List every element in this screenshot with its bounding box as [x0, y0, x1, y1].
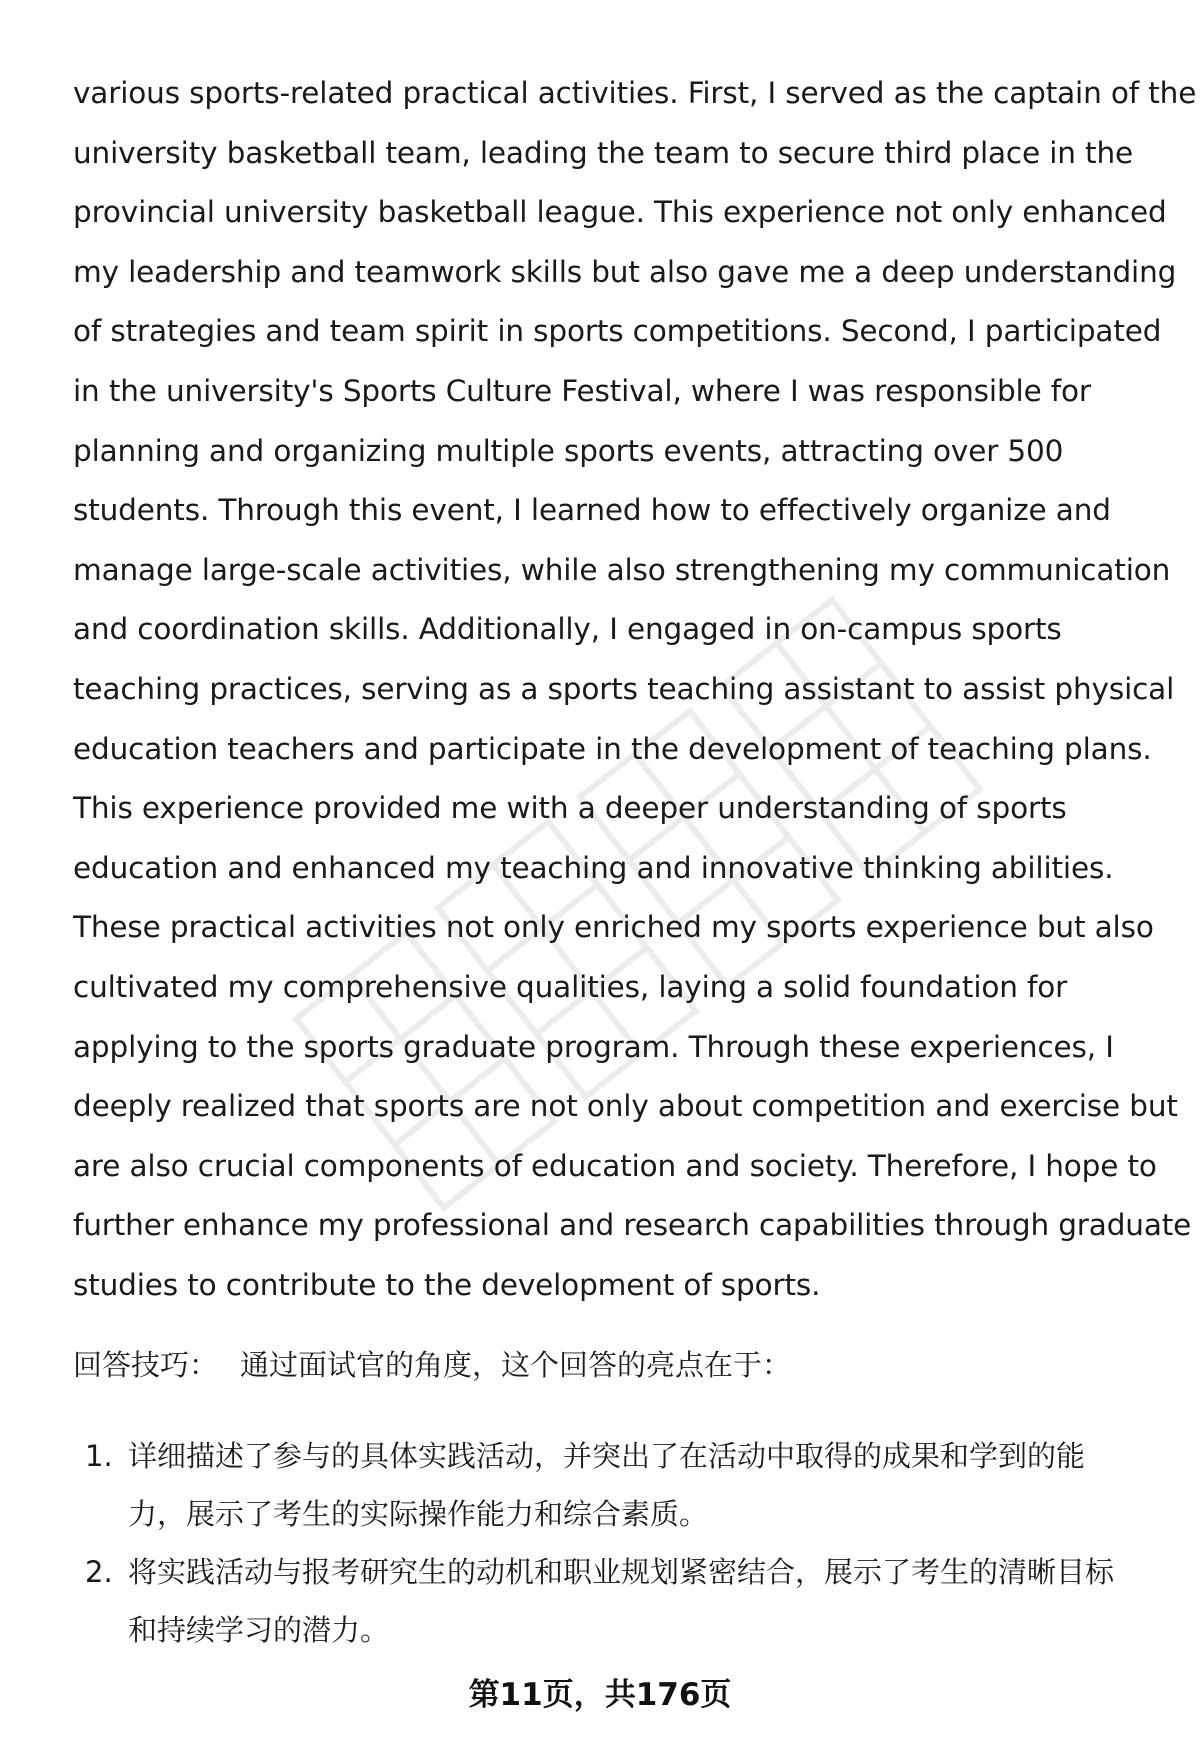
list-item-line: 将实践活动与报考研究生的动机和职业规划紧密结合，展示了考生的清晰目标	[128, 1555, 1115, 1589]
list-item-line: 力，展示了考生的实际操作能力和综合素质。	[128, 1497, 709, 1531]
body-line: applying to the sports graduate program. Through these experiences, I	[73, 1029, 1114, 1064]
body-line: education teachers and participate in the development of teaching plans.	[73, 731, 1152, 766]
body-line: university basketball team, leading the team to secure third place in the	[73, 135, 1133, 170]
body-line: and coordination skills. Additionally, I engaged in on-campus sports	[73, 612, 1062, 647]
body-line: further enhance my professional and research capabilities through graduate	[73, 1208, 1192, 1243]
list-item-line: 详细描述了参与的具体实践活动，并突出了在活动中取得的成果和学到的能	[128, 1439, 1086, 1473]
list-item	[73, 1543, 1153, 1659]
answer-tips	[73, 1345, 791, 1385]
page-number: 第11页，共176页	[468, 1677, 732, 1713]
list-number: 2.	[85, 1555, 113, 1589]
highlights-list	[73, 1427, 1153, 1659]
body-line: planning and organizing multiple sports events, attracting over 500	[73, 433, 1064, 468]
body-line: studies to contribute to the development of sports.	[73, 1267, 821, 1302]
body-line: of strategies and team spirit in sports competitions. Second, I participated	[73, 314, 1162, 349]
body-line: are also crucial components of education and society. Therefore, I hope to	[73, 1148, 1157, 1183]
list-item	[73, 1427, 1153, 1543]
body-line: deeply realized that sports are not only about competition and exercise but	[73, 1089, 1178, 1124]
body-line: my leadership and teamwork skills but also gave me a deep understanding	[73, 254, 1177, 289]
body-line: teaching practices, serving as a sports teaching assistant to assist physical	[73, 671, 1175, 706]
body-line: various sports-related practical activities. First, I served as the captain of the	[73, 76, 1197, 110]
tips-text: 通过面试官的角度，这个回答的亮点在于：	[240, 1348, 792, 1382]
body-line: These practical activities not only enriched my sports experience but also	[73, 910, 1154, 945]
answer-body	[73, 64, 1197, 1315]
body-line: in the university's Sports Culture Festival, where I was responsible for	[73, 373, 1091, 408]
body-line: students. Through this event, I learned how to effectively organize and	[73, 493, 1111, 528]
body-line: manage large-scale activities, while also strengthening my communication	[73, 552, 1171, 587]
tips-label: 回答技巧：	[73, 1348, 219, 1382]
body-line: provincial university basketball league. This experience not only enhanced	[73, 195, 1167, 230]
list-item-line: 和持续学习的潜力。	[128, 1613, 390, 1647]
body-line: This experience provided me with a deeper understanding of sports	[73, 791, 1067, 826]
body-line: cultivated my comprehensive qualities, laying a solid foundation for	[73, 969, 1068, 1004]
list-number: 1.	[85, 1439, 113, 1473]
body-line: education and enhanced my teaching and innovative thinking abilities.	[73, 850, 1114, 885]
